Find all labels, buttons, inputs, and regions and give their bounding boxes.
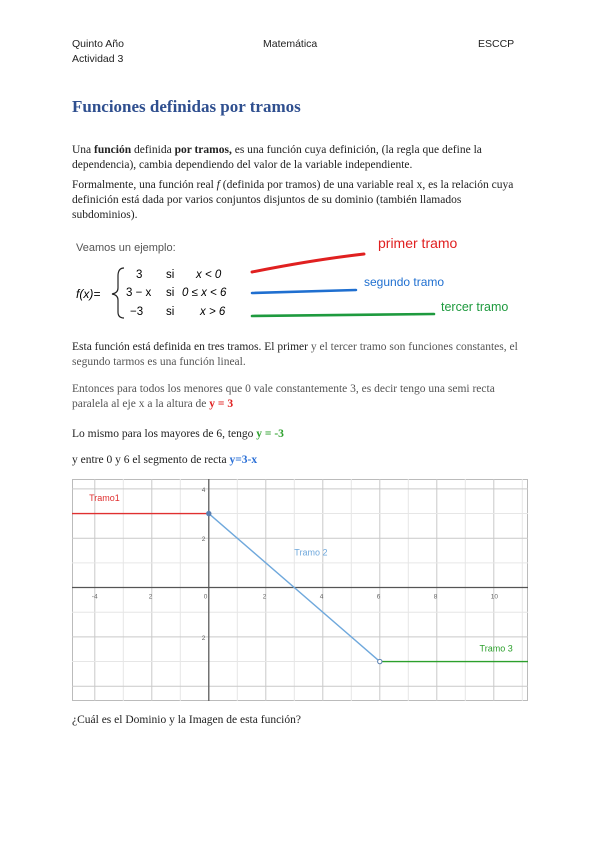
text-run: Entonces para todos los menores que 0 vale constantemente 3, es decir tengo una semi recta paralela al eje x a la altura de bbox=[72, 383, 495, 410]
text-run: (definida por tramos) de una variable real x, es la relación cuya definición está dada por varios conjuntos disjuntos de su dominio (también llamados subdominios). bbox=[72, 179, 514, 221]
paragraph-tramos bbox=[72, 340, 518, 370]
paragraph-mayores bbox=[72, 427, 518, 442]
header-school: ESCCP bbox=[478, 38, 515, 50]
y-tick-label: 4 bbox=[201, 486, 206, 494]
row3-si: si bbox=[166, 306, 175, 318]
x-tick-label: 0 bbox=[203, 593, 208, 601]
bold-funcion: función bbox=[94, 144, 132, 156]
formula-lhs: f(x)= bbox=[76, 287, 101, 301]
header-subject: Matemática bbox=[263, 38, 318, 50]
graph-frame bbox=[73, 480, 528, 701]
header-course: Quinto Año bbox=[72, 38, 124, 50]
row2-expr: 3 − x bbox=[126, 287, 152, 299]
endpoint-2 bbox=[378, 659, 382, 663]
formula-caption: Veamos un ejemplo: bbox=[76, 242, 176, 254]
text-run: definida bbox=[131, 144, 175, 156]
page-title: Funciones definidas por tramos bbox=[72, 97, 301, 116]
annotation-stroke-red bbox=[252, 254, 364, 272]
y-tick-label: 2 bbox=[201, 536, 206, 544]
x-tick-label: -4 bbox=[91, 593, 98, 601]
text-run: Una bbox=[72, 144, 95, 156]
header-activity: Actividad 3 bbox=[72, 53, 124, 65]
label-tercer-tramo: tercer tramo bbox=[441, 300, 509, 314]
equation-y3: y = 3 bbox=[209, 398, 234, 410]
question: ¿Cuál es el Dominio y la Imagen de esta función? bbox=[72, 714, 301, 726]
annotation-stroke-blue bbox=[252, 290, 356, 293]
text-run: y el tercer tramo son funciones constantes, el segundo tarmos es una función lineal. bbox=[72, 341, 518, 368]
x-tick-label: 10 bbox=[490, 593, 499, 601]
y-tick-label: 2 bbox=[201, 634, 206, 642]
text-run: Esta función está definida en tres tramos. El primer bbox=[72, 341, 311, 353]
text-run: es una función cuya definición, (la regla que define la dependencia), cambia dependiendo del valor de la variable independiente. bbox=[72, 144, 482, 171]
row1-si: si bbox=[166, 269, 175, 281]
row1-expr: 3 bbox=[136, 269, 143, 281]
left-brace bbox=[112, 268, 124, 318]
endpoint-1 bbox=[207, 511, 211, 515]
label-primer-tramo: primer tramo bbox=[378, 238, 458, 251]
piecewise-graph bbox=[72, 479, 528, 701]
x-tick-label: 8 bbox=[433, 593, 438, 601]
series-label-1: Tramo1 bbox=[89, 493, 120, 504]
series-label-3: Tramo 3 bbox=[479, 643, 513, 654]
text-run: Formalmente, una función real bbox=[72, 179, 217, 191]
bold-por-tramos: por tramos, bbox=[174, 144, 232, 156]
equation-y-3: y = -3 bbox=[256, 428, 284, 440]
text-run: Lo mismo para los mayores de 6, tengo bbox=[72, 428, 257, 440]
equation-y3-x: y=3-x bbox=[229, 454, 258, 466]
x-tick-label: 2 bbox=[262, 593, 267, 601]
italic-f: f bbox=[216, 179, 220, 191]
row3-expr: −3 bbox=[130, 306, 144, 318]
row2-cond: 0 ≤ x < 6 bbox=[182, 287, 227, 299]
text-run: y entre 0 y 6 el segmento de recta bbox=[72, 454, 230, 466]
row3-cond: x > 6 bbox=[200, 306, 226, 318]
paragraph-formal bbox=[72, 178, 518, 223]
row2-si: si bbox=[166, 287, 175, 299]
label-segundo-tramo: segundo tramo bbox=[364, 275, 445, 289]
series-label-2: Tramo 2 bbox=[294, 547, 328, 558]
x-tick-label: 2 bbox=[148, 593, 153, 601]
paragraph-semirrecta bbox=[72, 382, 518, 412]
paragraph-definition bbox=[72, 143, 518, 173]
x-tick-label: 4 bbox=[319, 593, 324, 601]
row1-cond: x < 0 bbox=[196, 269, 222, 281]
x-tick-label: 6 bbox=[376, 593, 381, 601]
annotation-stroke-green bbox=[252, 314, 434, 316]
piecewise-formula bbox=[72, 238, 532, 320]
paragraph-segmento bbox=[72, 453, 518, 468]
